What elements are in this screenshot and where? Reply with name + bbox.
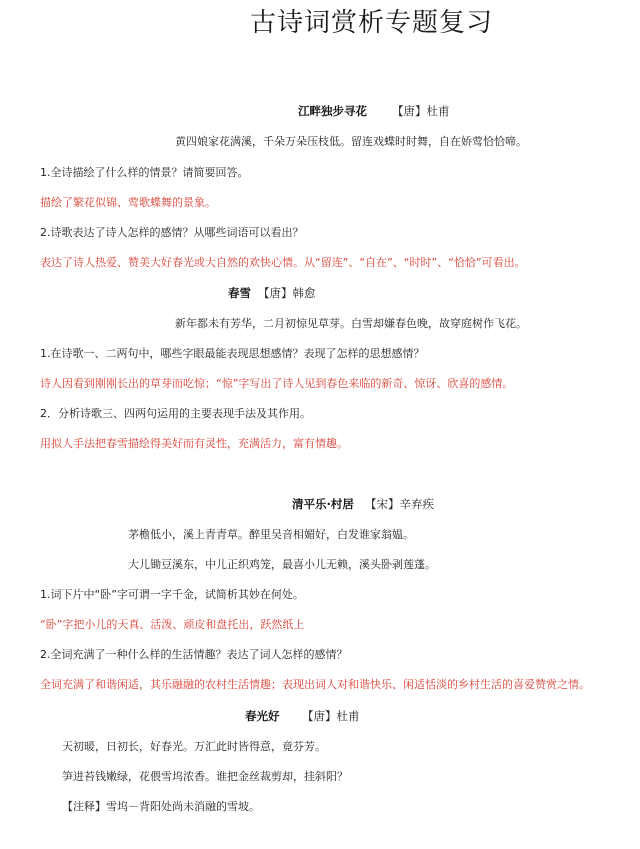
poem-title: 清平乐·村居 [292, 497, 354, 511]
answer: “卧”字把小儿的天真、活泼、顽皮和盘托出，跃然纸上 [40, 618, 305, 631]
poem-author: 【宋】辛弃疾 [365, 497, 434, 511]
poem-title: 春雪 [228, 286, 251, 300]
poem-title: 江畔独步寻花 [298, 104, 367, 118]
question: 1.在诗歌一、二两句中，哪些字眼最能表现思想感情？表现了怎样的思想感情？ [40, 347, 425, 360]
poem-line: 天初暖，日初长，好春光。万汇此时皆得意，竟芬芳。 [62, 740, 326, 753]
answer: 诗人因看到刚刚长出的草芽而吃惊；“惊”字写出了诗人见到春色来临的新奇、惊讶、欣喜的感情。 [40, 377, 514, 390]
question: 2．分析诗歌三、四两句运用的主要表现手法及其作用。 [40, 407, 311, 420]
question: 1.全诗描绘了什么样的情景？请简要回答。 [40, 166, 249, 179]
question: 2.全词充满了一种什么样的生活情趣？表达了词人怎样的感情？ [40, 648, 348, 661]
poem-author: 【唐】杜甫 [392, 104, 450, 118]
poem-line: 黄四娘家花满溪，千朵万朵压枝低。留连戏蝶时时舞，自在娇莺恰恰啼。 [175, 135, 527, 148]
page-title: 古诗词赏析专题复习 [250, 8, 494, 38]
answer: 表达了诗人热爱、赞美大好春光或大自然的欢快心情。从“留连”、“自在”、“时时”、“恰恰”可看出。 [40, 256, 526, 269]
poem-line: 新年都未有芳华，二月初惊见草芽。白雪却嫌春色晚，故穿庭树作飞花。 [175, 317, 527, 330]
answer: 用拟人手法把春雪描绘得美好而有灵性，充满活力，富有情趣。 [40, 437, 348, 450]
poem-author: 【唐】杜甫 [302, 709, 360, 723]
poem-line: 笋进苔钱嫩绿，花偎雪坞浓香。谁把金丝裁剪却，挂斜阳？ [62, 770, 348, 783]
question: 2.诗歌表达了诗人怎样的感情？从哪些词语可以看出？ [40, 226, 304, 239]
answer: 描绘了繁花似锦、莺歌蝶舞的景象。 [40, 196, 216, 209]
poem-line: 茅檐低小，溪上青青草。醉里吴音相媚好，白发谁家翁媪。 [128, 528, 414, 541]
poem-note: 【注释】雪坞－背阳处尚未消融的雪坡。 [62, 800, 260, 813]
answer: 全词充满了和谐闲适，其乐融融的农村生活情趣；表现出词人对和谐快乐、闲适恬淡的乡村生活的喜爱赞赏之情。 [40, 678, 590, 691]
poem-title: 春光好 [245, 709, 280, 723]
poem-author: 【唐】韩愈 [258, 286, 316, 300]
poem-line: 大儿锄豆溪东，中儿正织鸡笼，最喜小儿无赖，溪头卧剥莲蓬。 [128, 558, 436, 571]
question: 1.词下片中“卧”字可谓一字千金，试简析其妙在何处。 [40, 588, 304, 601]
